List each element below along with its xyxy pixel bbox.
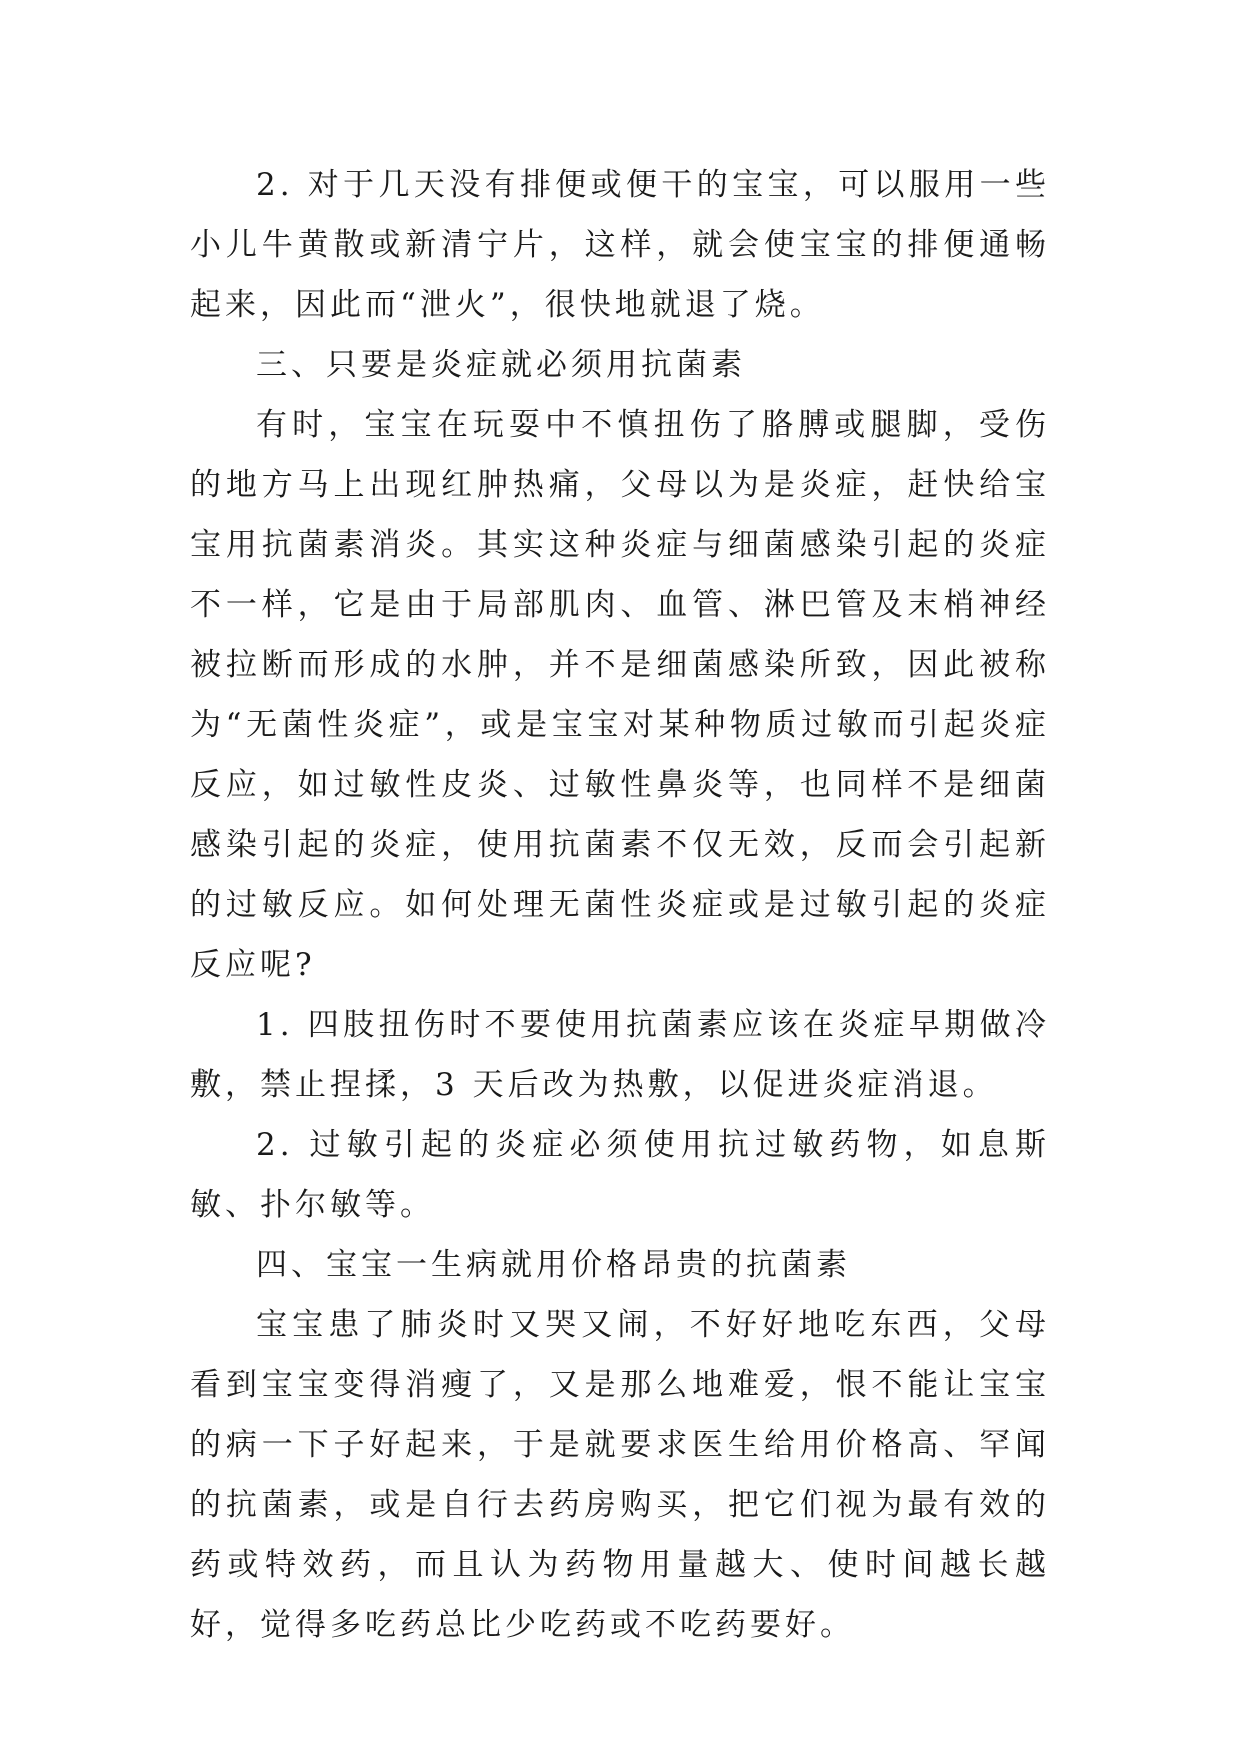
paragraph-aseptic-inflammation: 有时，宝宝在玩耍中不慎扭伤了胳膊或腿脚，受伤的地方马上出现红肿热痛，父母以为是炎症，赶快给宝宝用抗菌素消炎。其实这种炎症与细菌感染引起的炎症不一样，它是由于局部肌肉、血管、淋巴管及末梢神经被拉断而形成的水肿，并不是细菌感染所致，因此被称为“无菌性炎症”，或是宝宝对某种物质过敏而引起炎症反应，如过敏性皮炎、过敏性鼻炎等，也同样不是细菌感染引起的炎症，使用抗菌素不仅无效，反而会引起新的过敏反应。如何处理无菌性炎症或是过敏引起的炎症反应呢?: [190, 407, 1050, 983]
section-heading-4: 四、宝宝一生病就用价格昂贵的抗菌素: [256, 1247, 851, 1283]
paragraph-treatment-2b: 2. 过敏引起的炎症必须使用抗过敏药物，如息斯敏、扑尔敏等。: [190, 1127, 1050, 1223]
document-body: [190, 155, 1050, 1655]
section-heading-3: 三、只要是炎症就必须用抗菌素: [256, 347, 746, 383]
paragraph-treatment-2: 2. 对于几天没有排便或便干的宝宝，可以服用一些小儿牛黄散或新清宁片，这样，就会使宝宝的排便通畅起来，因此而“泄火”，很快地就退了烧。: [190, 167, 1050, 323]
paragraph-treatment-1: 1. 四肢扭伤时不要使用抗菌素应该在炎症早期做冷敷，禁止捏揉，3 天后改为热敷，以促进炎症消退。: [190, 1007, 1050, 1103]
paragraph-expensive-antibiotics: 宝宝患了肺炎时又哭又闹，不好好地吃东西，父母看到宝宝变得消瘦了，又是那么地难爱，恨不能让宝宝的病一下子好起来，于是就要求医生给用价格高、罕闻的抗菌素，或是自行去药房购买，把它们视为最有效的药或特效药，而且认为药物用量越大、使时间越长越好，觉得多吃药总比少吃药或不吃药要好。: [190, 1307, 1050, 1643]
